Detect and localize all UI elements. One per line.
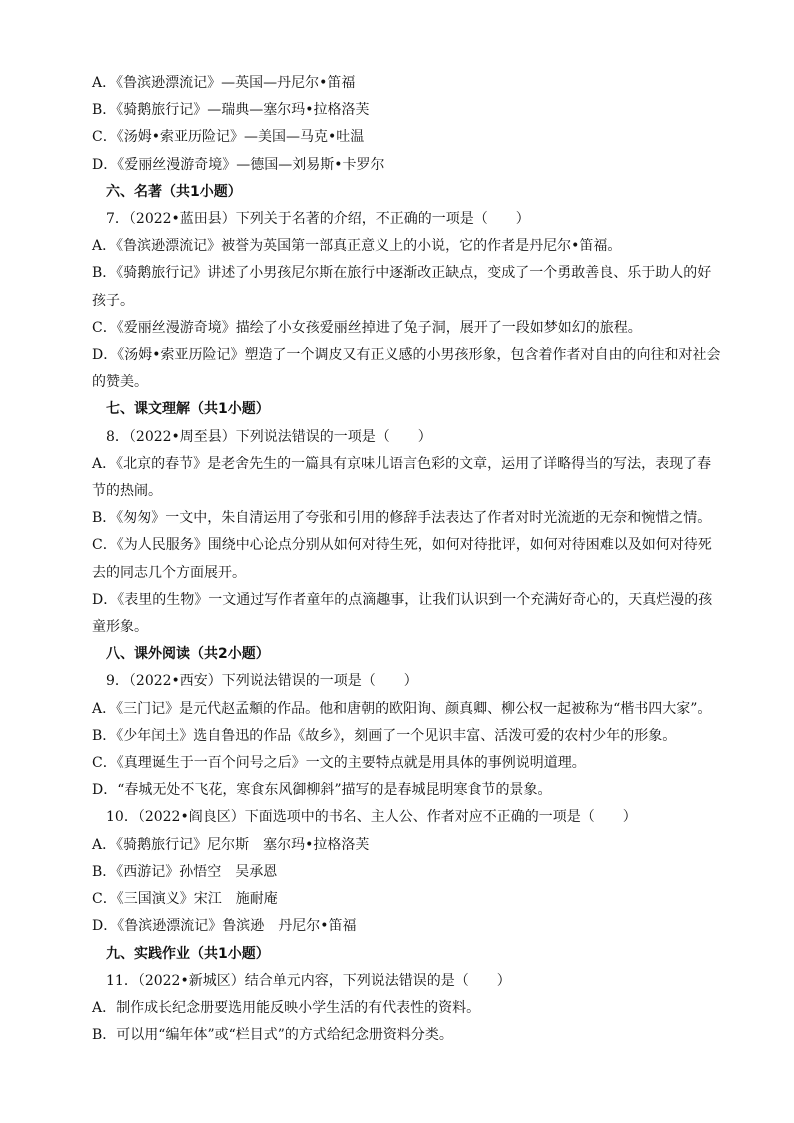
section-heading: 七、课文理解（共1小题） <box>106 401 270 418</box>
question-stem: 7．（2022•蓝田县）下列关于名著的介绍，不正确的一项是（ ） <box>106 211 530 228</box>
answer-option: A．《骑鹅旅行记》尼尔斯 塞尔玛•拉格洛芙 <box>92 836 370 853</box>
answer-option: D．《汤姆•索亚历险记》塑造了一个调皮又有正义感的小男孩形象，包含着作者对自由的向往和对社会 <box>92 347 721 364</box>
question-stem: 10．（2022•阎良区）下面选项中的书名、主人公、作者对应不正确的一项是（ ） <box>106 809 637 826</box>
question-stem: 11．（2022•新城区）结合单元内容，下列说法错误的是（ ） <box>106 972 511 989</box>
text-continuation: 童形象。 <box>92 619 148 636</box>
answer-option: D．《鲁滨逊漂流记》鲁滨逊 丹尼尔•笛福 <box>92 918 357 935</box>
section-heading: 六、名著（共1小题） <box>106 183 242 200</box>
section-heading: 九、实践作业（共1小题） <box>106 945 270 962</box>
answer-option: B．《骑鹅旅行记》讲述了小男孩尼尔斯在旅行中逐渐改正缺点，变成了一个勇敢善良、乐于助人的好 <box>92 265 712 282</box>
answer-option: C．《为人民服务》围绕中心论点分别从如何对待生死，如何对待批评，如何对待困难以及如何对待死 <box>92 537 712 554</box>
answer-option: A．《三门记》是元代赵孟頫的作品。他和唐朝的欧阳询、颜真卿、柳公权一起被称为“楷书四大家”。 <box>92 700 712 717</box>
answer-option: B．《西游记》孙悟空 吴承恩 <box>92 863 278 880</box>
answer-option: A．《鲁滨逊漂流记》—英国—丹尼尔•笛福 <box>92 75 356 91</box>
answer-option: D．《爱丽丝漫游奇境》—德国—刘易斯•卡罗尔 <box>92 156 385 173</box>
answer-option: D．《表里的生物》一文通过写作者童年的点滴趣事，让我们认识到一个充满好奇心的，天真烂漫的孩 <box>92 591 713 608</box>
answer-option: C．《爱丽丝漫游奇境》描绘了小女孩爱丽丝掉进了兔子洞，展开了一段如梦如幻的旅程。 <box>92 319 642 336</box>
answer-option: B．《骑鹅旅行记》—瑞典—塞尔玛•拉格洛芙 <box>92 102 370 119</box>
question-stem: 8．（2022•周至县）下列说法错误的一项是（ ） <box>106 428 432 445</box>
answer-option: D．“春城无处不飞花，寒食东风御柳斜”描写的是春城昆明寒食节的景象。 <box>92 782 552 799</box>
text-continuation: 节的热闹。 <box>92 483 162 500</box>
answer-option: C．《汤姆•索亚历险记》—美国—马克•吐温 <box>92 129 365 146</box>
section-heading: 八、课外阅读（共2小题） <box>106 646 270 663</box>
answer-option: B．《少年闰土》选自鲁迅的作品《故乡》，刻画了一个见识丰富、活泼可爱的农村少年的形象。 <box>92 727 677 744</box>
answer-option: B．可以用“编年体”或“栏目式”的方式给纪念册资料分类。 <box>92 1027 453 1044</box>
answer-option: A．《鲁滨逊漂流记》被誉为英国第一部真正意义上的小说，它的作者是丹尼尔•笛福。 <box>92 238 622 255</box>
question-stem: 9．（2022•西安）下列说法错误的一项是（ ） <box>106 673 418 690</box>
text-continuation: 的赞美。 <box>92 374 148 391</box>
answer-option: A．制作成长纪念册要选用能反映小学生活的有代表性的资料。 <box>92 999 481 1016</box>
text-continuation: 孩子。 <box>92 292 134 309</box>
answer-option: A．《北京的春节》是老舍先生的一篇具有京味儿语言色彩的文章，运用了详略得当的写法，表现了春 <box>92 455 712 472</box>
answer-option: C．《三国演义》宋江 施耐庵 <box>92 891 278 908</box>
text-continuation: 去的同志几个方面展开。 <box>92 564 246 581</box>
answer-option: C．《真理诞生于一百个问号之后》一文的主要特点就是用具体的事例说明道理。 <box>92 755 586 772</box>
answer-option: B．《匆匆》一文中，朱自清运用了夸张和引用的修辞手法表达了作者对时光流逝的无奈和惋惜之情。 <box>92 510 712 527</box>
